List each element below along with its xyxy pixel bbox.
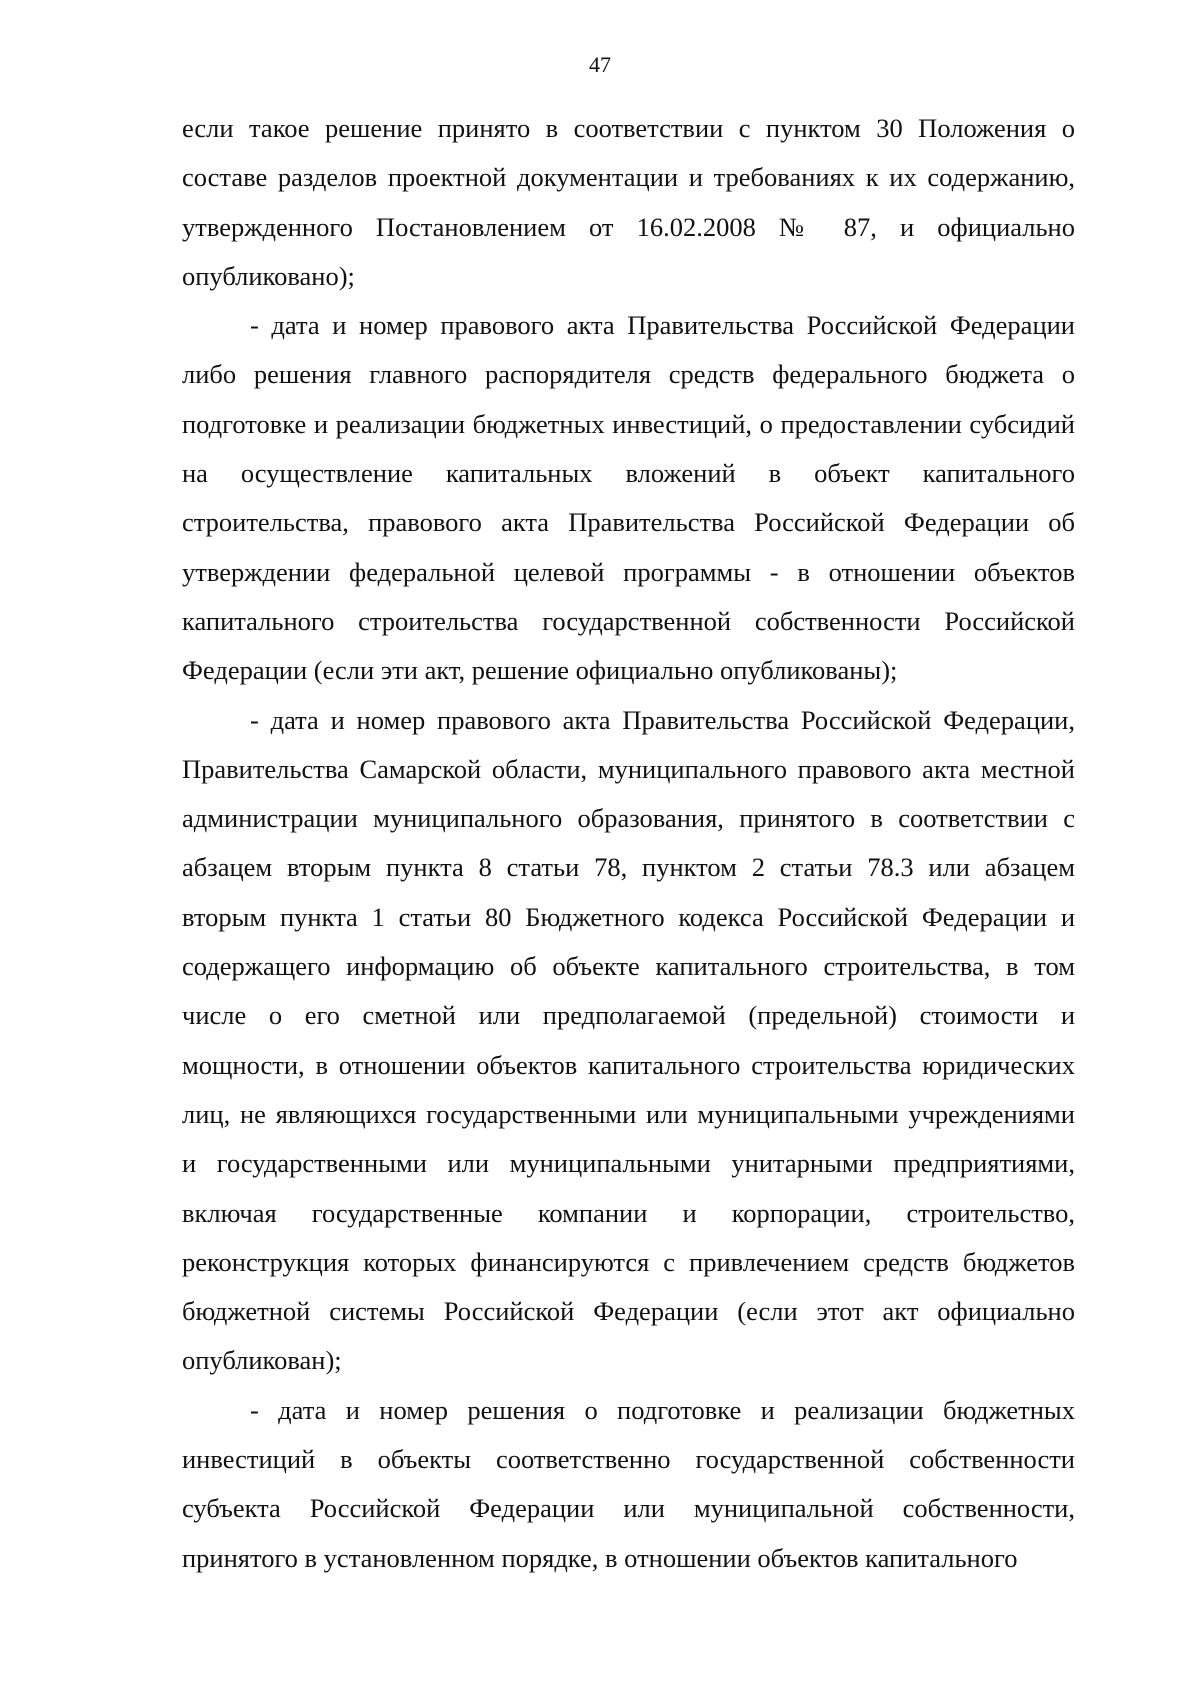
paragraph-federal-act: - дата и номер правового акта Правительства Российской Федерации либо решения главного распорядителя средств федерального бюджета о подготовке и реализации бюджетных инвестиций, о предоставлении субсидий на осуществление капитальных вложений в объект капитального строительства, правового акта Правительства Российской Федерации об утверждении федеральной целевой программы - в отношении объектов капитального строительства государственной собственности Российской Федерации (если эти акт, решение официально опубликованы); xyxy=(182,310,1075,686)
paragraph-investment-decision: - дата и номер решения о подготовке и реализации бюджетных инвестиций в объекты соответственно государственной собственности субъекта Российской Федерации или муниципальной собственности, принятого в установленном порядке, в отношении объектов капитального xyxy=(182,1394,1075,1573)
paragraph-samara-act: - дата и номер правового акта Правительства Российской Федерации, Правительства Самарской области, муниципального правового акта местной администрации муниципального образования, принятого в соответствии с абзацем вторым пункта 8 статьи 78, пунктом 2 статьи 78.3 или абзацем вторым пункта 1 статьи 80 Бюджетного кодекса Российской Федерации и содержащего информацию об объекте капитального строительства, в том числе о его сметной или предполагаемой (предельной) стоимости и мощности, в отношении объектов капитального строительства юридических лиц, не являющихся государственными или муниципальными учреждениями и государственными или муниципальными унитарными предприятиями, включая государственные компании и корпорации, строительство, реконструкция которых финансируются с привлечением средств бюджетов бюджетной системы Российской Федерации (если этот акт официально опубликован); xyxy=(182,704,1075,1376)
page-number: 47 xyxy=(589,52,611,77)
document-body xyxy=(182,104,1075,1583)
paragraph-continuation: если такое решение принято в соответствии с пунктом 30 Положения о составе разделов проектной документации и требованиях к их содержанию, утвержденного Постановлением от 16.02.2008 № 87, и официально опубликовано); xyxy=(182,113,1075,291)
